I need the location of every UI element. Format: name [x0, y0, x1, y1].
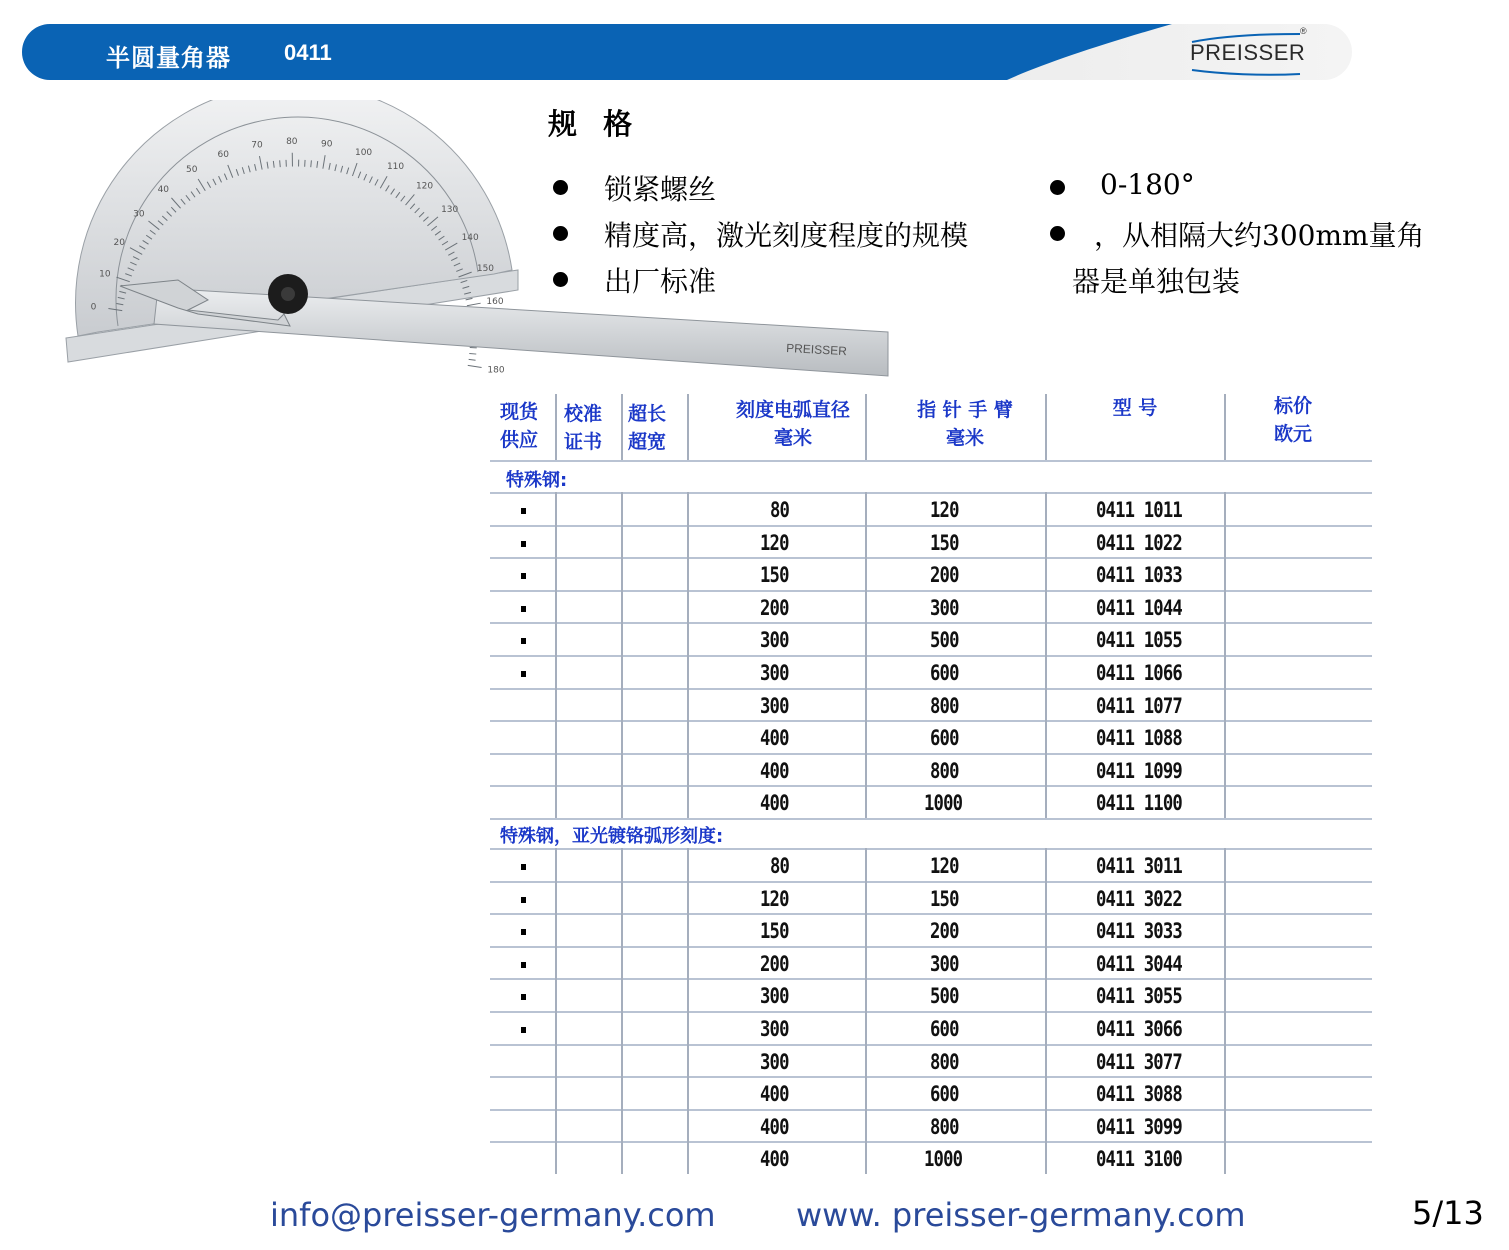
- model-number-cell: 0411 3033: [1096, 919, 1182, 944]
- stock-mark: [521, 897, 526, 903]
- scale-label: 110: [386, 161, 405, 172]
- arm-length-cell: 150: [930, 530, 959, 555]
- bullet-dot: [553, 226, 568, 241]
- spec-right-3: 器是单独包装: [1072, 265, 1241, 298]
- column-separator: [865, 848, 867, 1174]
- spec-left-3: 出厂标准: [604, 265, 717, 298]
- stock-mark: [521, 508, 526, 514]
- model-number-cell: 0411 1088: [1096, 726, 1182, 751]
- arm-length-cell: 800: [930, 1049, 959, 1074]
- model-number-cell: 0411 3055: [1096, 984, 1182, 1009]
- scale-label: 70: [251, 140, 263, 151]
- arm-length-cell: 120: [930, 498, 959, 522]
- stock-mark: [521, 671, 526, 677]
- bullet-dot: [1050, 180, 1065, 195]
- arc-diameter-cell: 300: [760, 661, 789, 685]
- arm-length-cell: 600: [930, 1017, 959, 1041]
- arc-diameter-cell: 400: [760, 1082, 789, 1107]
- model-number-cell: 0411 3022: [1096, 886, 1182, 911]
- arc-diameter-cell: 120: [760, 886, 789, 911]
- column-separator: [621, 492, 623, 818]
- column-separator: [687, 492, 689, 818]
- scale-tick: [280, 160, 281, 167]
- page-title: 半圆量角器: [106, 44, 231, 72]
- column-separator: [1045, 492, 1047, 818]
- col-header-arm-length: 指 针 手 臂 毫米: [917, 399, 1013, 449]
- model-number-cell: 0411 1055: [1096, 628, 1182, 653]
- stock-mark: [521, 606, 526, 612]
- arc-diameter-cell: 300: [760, 628, 789, 653]
- brand-logo: PREISSER: [1190, 40, 1306, 65]
- section-title: 特殊钢，亚光镀铬弧形刻度:: [500, 826, 724, 847]
- scale-label: 150: [476, 263, 495, 274]
- scale-label: 90: [321, 139, 333, 150]
- arc-diameter-cell: 200: [760, 951, 789, 976]
- model-number-cell: 0411 1022: [1096, 530, 1182, 555]
- spec-right-2: ，从相隔大约300mm量角: [1094, 219, 1425, 252]
- model-number-cell: 0411 3044: [1096, 951, 1182, 976]
- stock-mark: [521, 864, 526, 870]
- header-separator: [1045, 394, 1047, 460]
- stock-mark: [521, 994, 526, 1000]
- arc-diameter-cell: 400: [760, 791, 789, 816]
- arm-length-cell: 600: [930, 661, 959, 685]
- stock-mark: [521, 1027, 526, 1033]
- scale-label: 80: [286, 137, 298, 148]
- arm-length-cell: 120: [930, 854, 959, 878]
- model-number-cell: 0411 1077: [1096, 693, 1182, 718]
- arc-diameter-cell: 400: [760, 1147, 789, 1172]
- page-number: 5/13: [1412, 1194, 1484, 1232]
- stock-mark: [521, 962, 526, 968]
- arc-diameter-cell: 400: [760, 1114, 789, 1139]
- arc-diameter-cell: 300: [760, 1049, 789, 1074]
- scale-label: 50: [185, 164, 198, 175]
- arm-length-cell: 600: [930, 726, 959, 751]
- product-code: 0411: [284, 40, 332, 65]
- bullet-dot: [1050, 226, 1065, 241]
- arc-diameter-cell: 300: [760, 693, 789, 718]
- arc-diameter-cell: 400: [760, 758, 789, 783]
- scale-tick: [469, 359, 476, 360]
- column-separator: [555, 492, 557, 818]
- col-header-stock: 现货 供应: [500, 401, 539, 451]
- col-header-oversize: 超长 超宽: [628, 403, 667, 453]
- spec-right-1: 0-180°: [1100, 168, 1195, 201]
- model-number-cell: 0411 1100: [1096, 791, 1182, 816]
- stock-mark: [521, 638, 526, 644]
- arm-length-cell: 150: [930, 886, 959, 911]
- scale-label: 20: [113, 237, 125, 248]
- column-separator: [1224, 492, 1226, 818]
- footer-website[interactable]: www. preisser-germany.com: [796, 1196, 1246, 1234]
- model-number-cell: 0411 1011: [1096, 498, 1182, 522]
- header-separator: [1224, 394, 1226, 460]
- header-separator: [687, 394, 689, 460]
- scale-label: 10: [99, 269, 111, 280]
- column-separator: [865, 492, 867, 818]
- column-separator: [1224, 848, 1226, 1174]
- model-number-cell: 0411 1033: [1096, 563, 1182, 588]
- arm-length-cell: 800: [930, 1114, 959, 1139]
- bullet-dot: [553, 272, 568, 287]
- scale-tick: [469, 353, 476, 354]
- arm-length-cell: 500: [930, 628, 959, 653]
- model-number-cell: 0411 3100: [1096, 1147, 1182, 1172]
- scale-tick: [467, 303, 481, 306]
- scale-label: 100: [354, 147, 373, 158]
- arc-diameter-cell: 200: [760, 595, 789, 620]
- arm-length-cell: 200: [930, 563, 959, 588]
- arc-diameter-cell: 150: [760, 563, 789, 588]
- arc-diameter-cell: 120: [760, 530, 789, 555]
- arm-length-cell: 1000: [924, 791, 963, 816]
- scale-label: 160: [486, 296, 504, 307]
- header-separator: [621, 394, 623, 460]
- row-rule: [490, 818, 1372, 820]
- ruler-brand: PREISSER: [785, 341, 848, 359]
- header-separator: [865, 394, 867, 460]
- model-number-cell: 0411 1099: [1096, 758, 1182, 783]
- model-number-cell: 0411 3099: [1096, 1114, 1182, 1139]
- arm-length-cell: 600: [930, 1082, 959, 1107]
- header-rule: [490, 460, 1372, 462]
- model-number-cell: 0411 3011: [1096, 854, 1182, 878]
- model-number-cell: 0411 3077: [1096, 1049, 1182, 1074]
- arm-length-cell: 800: [930, 693, 959, 718]
- model-number-cell: 0411 1044: [1096, 595, 1182, 620]
- spec-left-2: 精度高，激光刻度程度的规模: [604, 219, 969, 252]
- scale-label: 60: [217, 149, 229, 160]
- registered-mark: ®: [1300, 26, 1307, 36]
- arc-diameter-cell: 80: [770, 498, 790, 522]
- header-separator: [555, 394, 557, 460]
- col-header-model: 型 号: [1112, 397, 1158, 419]
- arc-diameter-cell: 300: [760, 984, 789, 1009]
- model-number-cell: 0411 3088: [1096, 1082, 1182, 1107]
- scale-label: 140: [461, 233, 479, 244]
- scale-tick: [468, 365, 482, 367]
- column-separator: [687, 848, 689, 1174]
- footer-email[interactable]: info@preisser-germany.com: [270, 1196, 716, 1234]
- scale-label: 130: [441, 205, 459, 216]
- scale-label: 180: [487, 365, 505, 376]
- arm-length-cell: 300: [930, 951, 959, 976]
- arm-length-cell: 1000: [924, 1147, 963, 1172]
- scale-label: 120: [415, 181, 434, 192]
- scale-label: 40: [157, 184, 170, 195]
- col-header-price: 标价 欧元: [1274, 395, 1313, 445]
- stock-mark: [521, 929, 526, 935]
- model-number-cell: 0411 1066: [1096, 661, 1182, 685]
- spec-left-1: 锁紧螺丝: [604, 173, 717, 206]
- column-separator: [1045, 848, 1047, 1174]
- stock-mark: [521, 573, 526, 579]
- column-separator: [555, 848, 557, 1174]
- arm-length-cell: 800: [930, 758, 959, 783]
- arm-length-cell: 500: [930, 984, 959, 1009]
- arm-length-cell: 300: [930, 595, 959, 620]
- column-separator: [621, 848, 623, 1174]
- header-banner: [22, 24, 1352, 80]
- stock-mark: [521, 541, 526, 547]
- arc-diameter-cell: 300: [760, 1017, 789, 1041]
- bullet-dot: [553, 180, 568, 195]
- scale-label: 0: [90, 302, 97, 313]
- scale-label: 30: [133, 209, 145, 220]
- arc-diameter-cell: 150: [760, 919, 789, 944]
- section-title: 特殊钢:: [506, 470, 568, 491]
- col-header-calibration: 校准 证书: [564, 403, 603, 453]
- arm-length-cell: 200: [930, 919, 959, 944]
- arc-diameter-cell: 80: [770, 854, 790, 878]
- scale-tick: [311, 160, 312, 167]
- spec-title: 规 格: [548, 107, 641, 141]
- model-number-cell: 0411 3066: [1096, 1017, 1182, 1041]
- col-header-arc-diameter: 刻度电弧直径 毫米: [735, 399, 850, 449]
- arc-diameter-cell: 400: [760, 726, 789, 751]
- product-table: [490, 390, 1372, 1180]
